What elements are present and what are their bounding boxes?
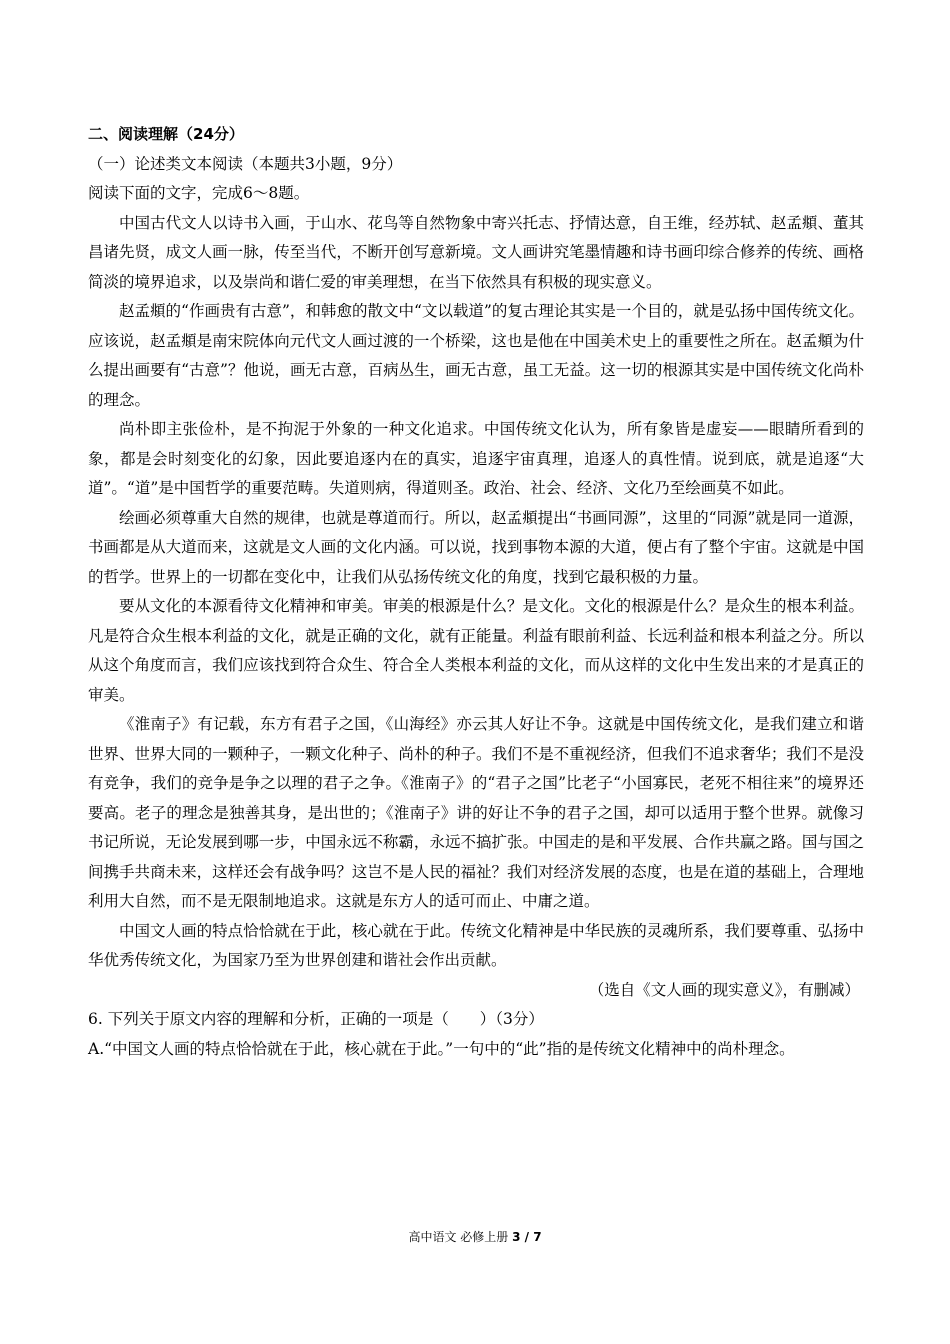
passage-source: （选自《文人画的现实意义》，有删减） — [588, 980, 860, 999]
question-6-option-a: A.“中国文人画的特点恰恰就在于此，核心就在于此。”一句中的“此”指的是传统文化精神中的尚朴理念。 — [88, 1039, 795, 1058]
passage-paragraph-3: 尚朴即主张俭朴，是不拘泥于外象的一种文化追求。中国传统文化认为，所有象皆是虚妄——眼睛所看到的象，都是会时刻变化的幻象，因此要追逐内在的真实，追逐宇宙真理，追逐人的真性情。说到底，就是追逐“大道”。“道”是中国哲学的重要范畴。失道则病，得道则圣。政治、社会、经济、文化乃至绘画莫不如此。 — [88, 420, 864, 497]
passage-paragraph-2: 赵孟頫的“作画贵有古意”，和韩愈的散文中“文以载道”的复古理论其实是一个目的，就是弘扬中国传统文化。应该说，赵孟頫是南宋院体向元代文人画过渡的一个桥梁，这也是他在中国美术史上的重要性之所在。赵孟頫为什么提出画要有“古意”？他说，画无古意，百病丛生，画无古意，虽工无益。这一切的根源其实是中国传统文化尚朴的理念。 — [88, 302, 864, 409]
section-title: 二、阅读理解（24分） — [88, 125, 244, 143]
passage-paragraph-4: 绘画必须尊重大自然的规律，也就是尊道而行。所以，赵孟頫提出“书画同源”，这里的“同源”就是同一道源，书画都是从大道而来，这就是文人画的文化内涵。可以说，找到事物本源的大道，便占有了整个宇宙。这就是中国的哲学。世界上的一切都在变化中，让我们从弘扬传统文化的角度，找到它最积极的力量。 — [88, 508, 864, 586]
passage-paragraph-6: 《淮南子》有记载，东方有君子之国，《山海经》亦云其人好让不争。这就是中国传统文化，是我们建立和谐世界、世界大同的一颗种子，一颗文化种子、尚朴的种子。我们不是不重视经济，但我们不追求奢华；我们不是没有竞争，我们的竞争是争之以理的君子之争。《淮南子》的“君子之国”比老子“小国寡民，老死不相往来”的境界还要高。老子的理念是独善其身，是出世的；《淮南子》讲的好让不争的君子之国，却可以适用于整个世界。就像习书记所说，无论发展到哪一步，中国永远不称霸，永远不搞扩张。中国走的是和平发展、合作共赢之路。国与国之间携手共商未来，这样还会有战争吗？这岂不是人民的福祉？我们对经济发展的态度，也是在道的基础上，合理地利用大自然，而不是无限制地追求。这就是东方人的适可而止、中庸之道。 — [88, 715, 864, 910]
footer-label: 高中语文 必修上册 — [408, 1230, 509, 1244]
passage-paragraph-5: 要从文化的本源看待文化精神和审美。审美的根源是什么？是文化。文化的根源是什么？是众生的根本利益。凡是符合众生根本利益的文化，就是正确的文化，就有正能量。利益有眼前利益、长远利益和根本利益之分。所以从这个角度而言，我们应该找到符合众生、符合全人类根本利益的文化，而从这样的文化中生发出来的才是真正的审美。 — [88, 597, 864, 704]
page-content — [88, 120, 864, 1064]
page-footer — [0, 1228, 950, 1245]
passage-paragraph-7: 中国文人画的特点恰恰就在于此，核心就在于此。传统文化精神是中华民族的灵魂所系，我们要尊重、弘扬中华优秀传统文化，为国家乃至为世界创建和谐社会作出贡献。 — [88, 921, 864, 969]
page-number: 3 / 7 — [512, 1230, 542, 1244]
question-6-stem: 6. 下列关于原文内容的理解和分析，正确的一项是（ ）（3分） — [88, 1010, 544, 1028]
subsection-title: （一）论述类文本阅读（本题共3小题，9分） — [88, 154, 403, 173]
passage-paragraph-1: 中国古代文人以诗书入画，于山水、花鸟等自然物象中寄兴托志、抒情达意，自王维，经苏轼、赵孟頫、董其昌诸先贤，成文人画一脉，传至当代，不断开创写意新境。文人画讲究笔墨情趣和诗书画印综合修养的传统、画格简淡的境界追求，以及崇尚和谐仁爱的审美理想，在当下依然具有积极的现实意义。 — [88, 213, 864, 291]
reading-instruction: 阅读下面的文字，完成6～8题。 — [88, 184, 310, 202]
